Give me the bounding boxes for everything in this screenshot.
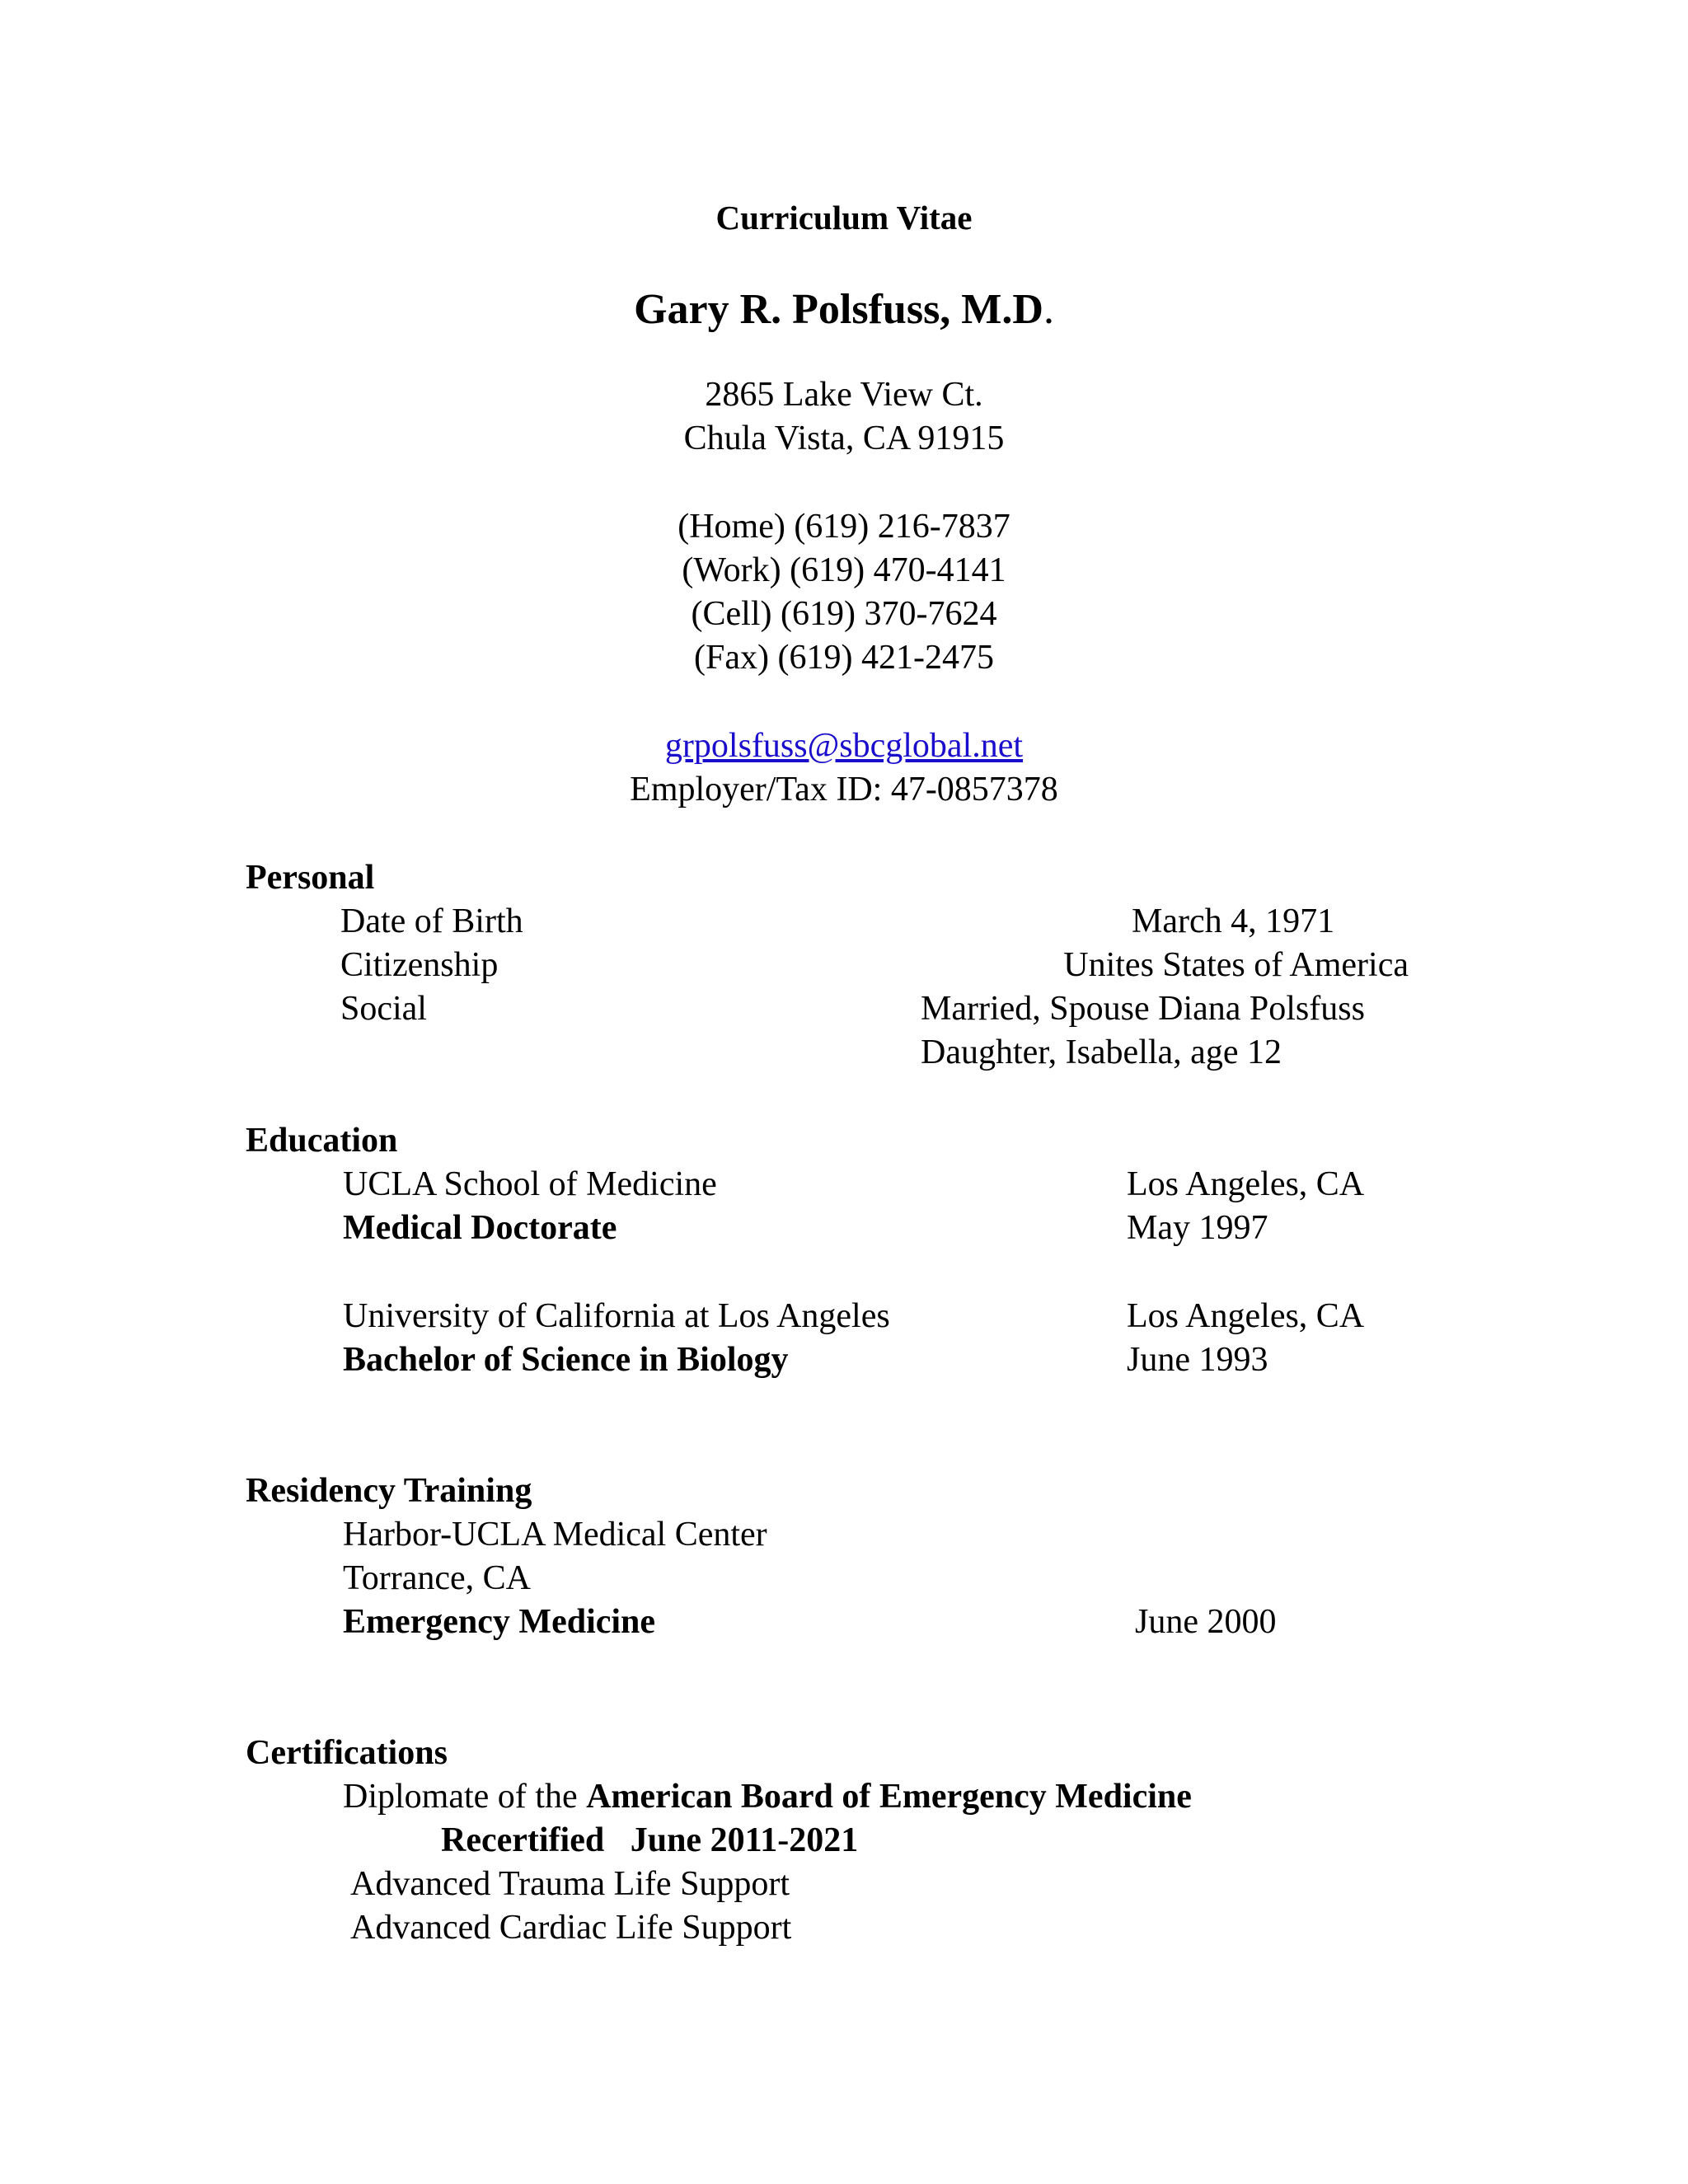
personal-value-social-2: Daughter, Isabella, age 12 <box>921 1033 1282 1071</box>
residency-location: Torrance, CA <box>343 1559 531 1597</box>
residency-date: June 2000 <box>1135 1603 1277 1641</box>
cert-item-acls: Advanced Cardiac Life Support <box>350 1909 792 1947</box>
education-location-2: Los Angeles, CA <box>1127 1297 1365 1335</box>
personal-label-social: Social <box>340 990 427 1028</box>
email-line <box>0 729 1688 763</box>
education-degree-2: Bachelor of Science in Biology <box>343 1341 789 1379</box>
cert-diplomate-board: American Board of Emergency Medicine <box>586 1778 1192 1816</box>
applicant-name-period: . <box>1043 286 1054 333</box>
education-date-2: June 1993 <box>1127 1341 1268 1379</box>
education-school-2: University of California at Los Angeles <box>343 1297 890 1335</box>
tax-id: Employer/Tax ID: 47-0857378 <box>630 771 1058 808</box>
residency-institution: Harbor-UCLA Medical Center <box>343 1516 767 1554</box>
personal-label-citizenship: Citizenship <box>340 946 499 984</box>
personal-value-dob: March 4, 1971 <box>1132 902 1335 940</box>
section-heading-education: Education <box>246 1122 398 1160</box>
cert-recertified-label: Recertified <box>441 1821 605 1859</box>
address-line-2: Chula Vista, CA 91915 <box>683 419 1005 457</box>
residency-specialty: Emergency Medicine <box>343 1603 656 1641</box>
cert-diplomate-prefix: Diplomate of the <box>343 1778 587 1816</box>
cert-diplomate <box>343 1779 1192 1814</box>
document-title: Curriculum Vitae <box>715 199 973 237</box>
personal-value-social: Married, Spouse Diana Polsfuss <box>921 990 1365 1028</box>
education-school-1: UCLA School of Medicine <box>343 1165 717 1203</box>
phone-work: (Work) (619) 470-4141 <box>682 551 1006 589</box>
education-date-1: May 1997 <box>1127 1209 1268 1247</box>
section-heading-residency: Residency Training <box>246 1472 532 1510</box>
phone-fax: (Fax) (619) 421-2475 <box>694 639 994 677</box>
cert-item-atls: Advanced Trauma Life Support <box>350 1865 790 1903</box>
phone-home: (Home) (619) 216-7837 <box>678 508 1010 546</box>
section-heading-certifications: Certifications <box>246 1734 448 1772</box>
personal-value-citizenship: Unites States of America <box>1063 946 1409 984</box>
cert-recertified-dates: June 2011-2021 <box>630 1821 859 1859</box>
address-line-1: 2865 Lake View Ct. <box>705 376 983 414</box>
applicant-name-text: Gary R. Polsfuss, M.D <box>634 286 1043 333</box>
education-degree-1: Medical Doctorate <box>343 1209 617 1247</box>
cert-recertified <box>441 1823 858 1858</box>
personal-label-dob: Date of Birth <box>340 902 523 940</box>
email-link[interactable]: grpolsfuss@sbcglobal.net <box>664 727 1024 765</box>
section-heading-personal: Personal <box>246 859 375 897</box>
education-location-1: Los Angeles, CA <box>1127 1165 1365 1203</box>
applicant-name <box>0 288 1688 331</box>
phone-cell: (Cell) (619) 370-7624 <box>691 595 997 633</box>
